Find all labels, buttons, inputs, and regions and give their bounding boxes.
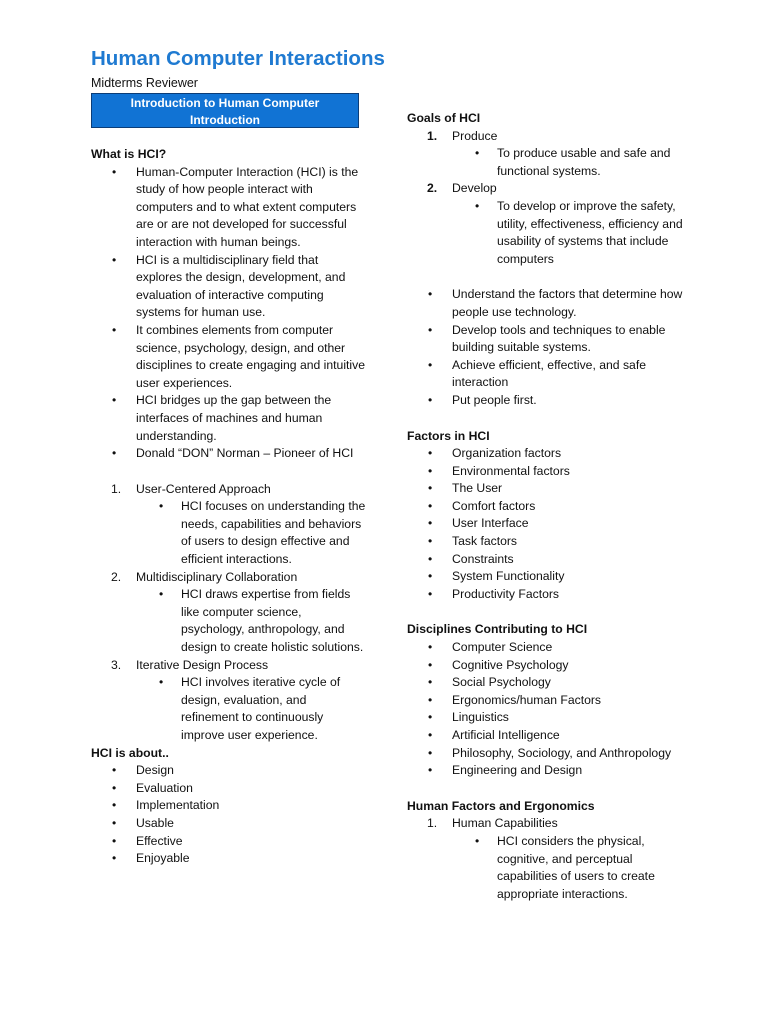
sub-list [407,145,692,180]
list-item: • HCI draws expertise from fields like computer science, psychology, anthropology, and design to create holistic solutions. [91,586,366,656]
disciplines-list [407,639,692,780]
list-item: • Artificial Intelligence [407,727,692,745]
list-item: • Put people first. [407,392,692,410]
list-item: • Organization factors [407,445,692,463]
list-item: • Donald “DON” Norman – Pioneer of HCI [91,445,366,463]
goals-numbered-list [407,128,692,146]
list-item: • User Interface [407,515,692,533]
list-number: 1. [111,481,122,496]
list-item: • Human-Computer Interaction (HCI) is the study of how people interact with computers and to what extent computers are or are not developed for successful interaction with human beings. [91,164,366,252]
approach-item [91,657,366,675]
approaches-list [91,481,366,499]
document-title: Human Computer Interactions [91,47,385,70]
list-number: 2. [427,181,438,196]
list-item: • To produce usable and safe and functional systems. [407,145,692,180]
hci-about-list [91,762,366,868]
banner-line-1: Introduction to Human Computer [130,96,320,110]
sub-list [91,674,366,744]
list-item: • Enjoyable [91,850,366,868]
right-column [407,110,692,903]
list-item: • HCI is a multidisciplinary field that explores the design, development, and evaluation of interactive computing systems for human use. [91,252,366,322]
list-item: • Computer Science [407,639,692,657]
list-item: • To develop or improve the safety, utility, effectiveness, efficiency and usability of systems that include computers [407,198,692,268]
approach-item [91,569,366,587]
list-item: • Understand the factors that determine how people use technology. [407,286,692,321]
ergonomics-label: Human Capabilities [452,816,558,831]
sub-list [407,833,692,903]
list-item: • The User [407,480,692,498]
list-item: • Achieve efficient, effective, and safe interaction [407,357,692,392]
disciplines-heading: Disciplines Contributing to HCI [407,622,588,637]
list-item: • Productivity Factors [407,586,692,604]
list-item: • Philosophy, Sociology, and Anthropology [407,745,692,763]
list-item: • Design [91,762,366,780]
approach-label: User-Centered Approach [136,481,271,496]
goal-label: Develop [452,181,497,196]
list-item: • Linguistics [407,709,692,727]
ergonomics-heading: Human Factors and Ergonomics [407,798,595,813]
sub-list [91,498,366,568]
list-item: • Cognitive Psychology [407,657,692,675]
approaches-list-2 [91,569,366,587]
section-banner [91,93,359,128]
goal-item [407,128,692,146]
ergonomics-item [407,815,692,833]
list-item: • Usable [91,815,366,833]
list-item: • HCI bridges up the gap between the interfaces of machines and human understanding. [91,392,366,445]
list-item: • Social Psychology [407,674,692,692]
sub-list [407,198,692,268]
goal-item [407,180,692,198]
list-item: • Constraints [407,551,692,569]
list-number: 1. [427,816,438,831]
what-is-hci-heading: What is HCI? [91,147,167,161]
approach-item [91,481,366,499]
list-item: • Task factors [407,533,692,551]
goals-bullet-list [407,286,692,409]
list-item: • HCI considers the physical, cognitive, and perceptual capabilities of users to create appropriate interactions. [407,833,692,903]
list-item: • HCI involves iterative cycle of design, evaluation, and refinement to continuously improve user experience. [91,674,366,744]
factors-list [407,445,692,603]
list-item: • Environmental factors [407,463,692,481]
document-subtitle: Midterms Reviewer [91,76,198,90]
list-item: • It combines elements from computer science, psychology, design, and other disciplines to create engaging and intuitive user experiences. [91,322,366,392]
hci-about-heading: HCI is about.. [91,745,169,760]
sub-list [91,586,366,656]
list-item: • Evaluation [91,780,366,798]
list-item: • Effective [91,833,366,851]
list-number: 1. [427,128,438,143]
list-item: • Comfort factors [407,498,692,516]
ergonomics-list [407,815,692,833]
goals-heading: Goals of HCI [407,111,481,125]
left-column [91,146,366,868]
list-item: • HCI focuses on understanding the needs, capabilities and behaviors of users to design effective and efficient interactions. [91,498,366,568]
list-number: 2. [111,569,122,584]
approach-label: Multidisciplinary Collaboration [136,569,298,584]
approaches-list-3 [91,657,366,675]
banner-line-2: Introduction [190,113,260,127]
approach-label: Iterative Design Process [136,657,269,672]
list-item: • Ergonomics/human Factors [407,692,692,710]
list-item: • Develop tools and techniques to enable building suitable systems. [407,322,692,357]
goals-numbered-list-2 [407,180,692,198]
list-item: • System Functionality [407,568,692,586]
what-is-hci-list [91,164,366,463]
list-number: 3. [111,657,122,672]
goal-label: Produce [452,128,498,143]
list-item: • Implementation [91,797,366,815]
list-item: • Engineering and Design [407,762,692,780]
factors-heading: Factors in HCI [407,428,490,443]
